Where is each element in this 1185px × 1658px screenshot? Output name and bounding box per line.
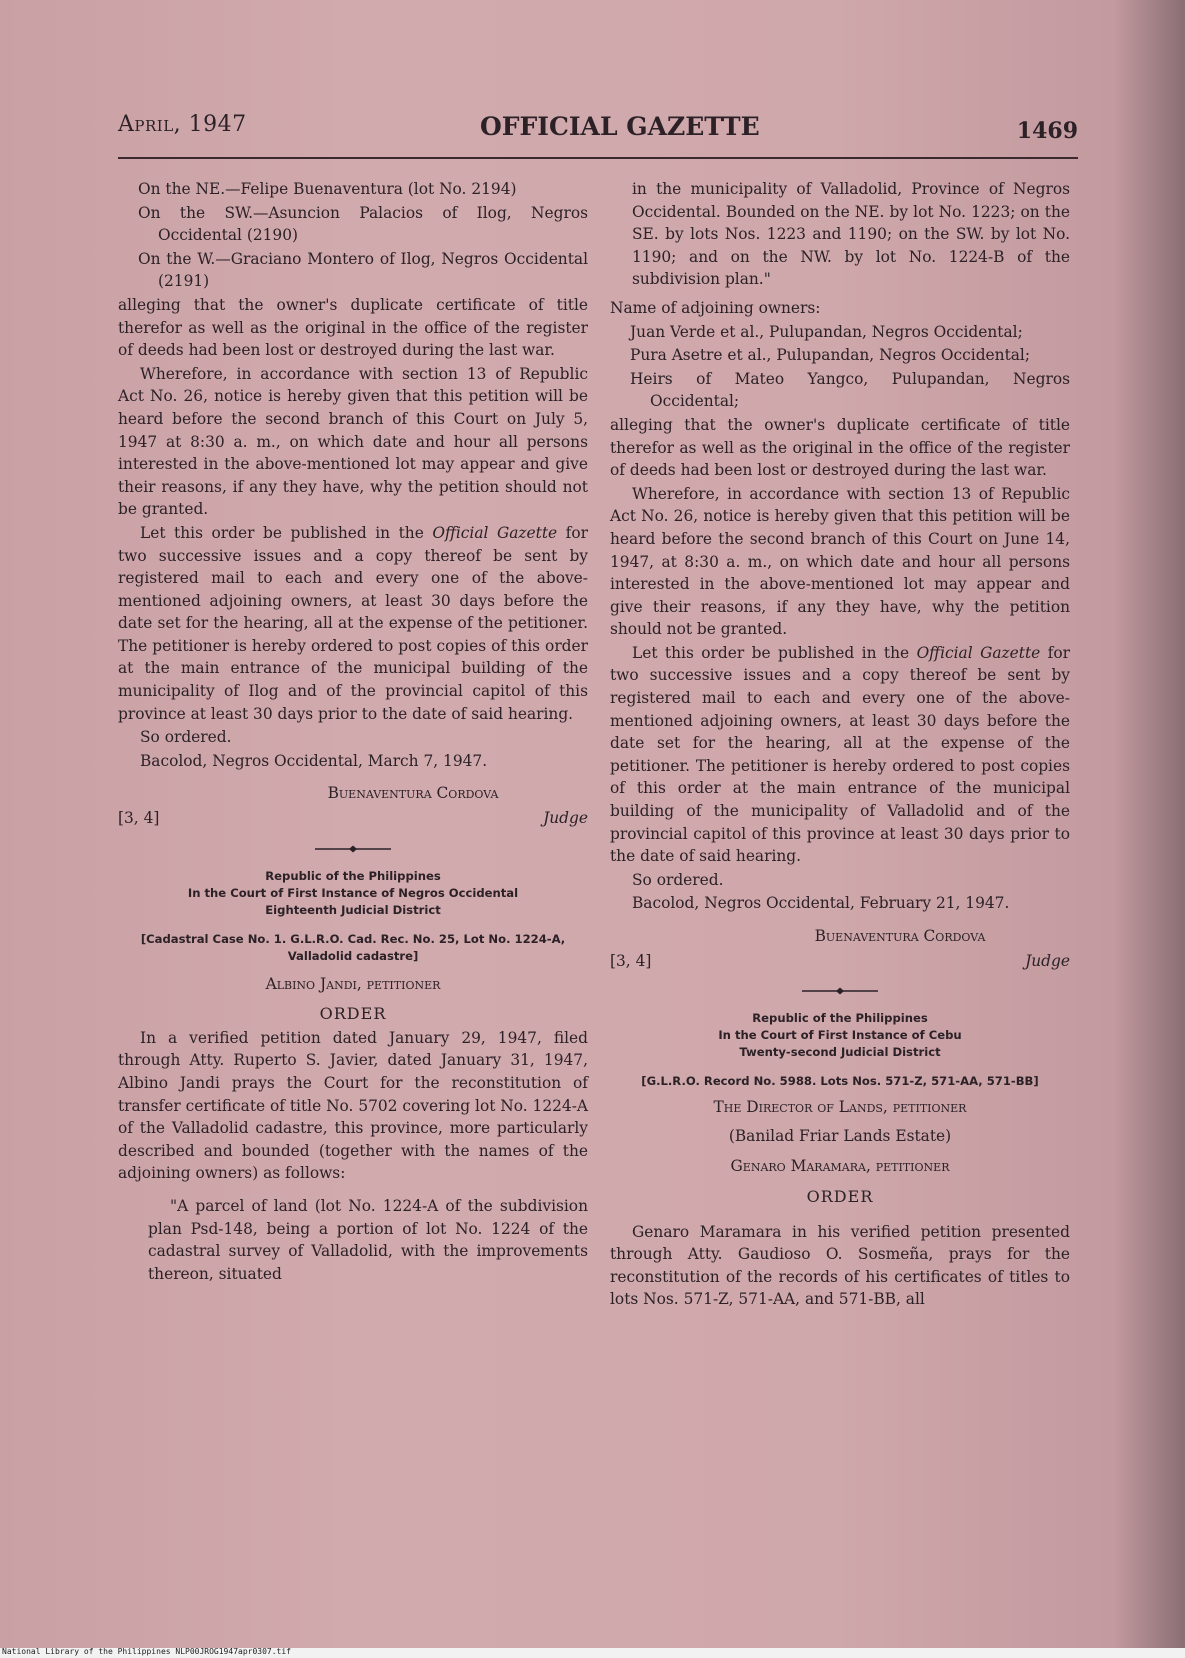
publish-text-a: Let this order be published in the	[140, 523, 433, 542]
signatory: Buenaventura Cordova	[327, 784, 499, 803]
section-divider-icon	[315, 844, 391, 854]
owner-item: Pura Asetre et al., Pulupandan, Negros Occidental;	[630, 346, 1031, 365]
header-title: OFFICIAL GAZETTE	[480, 112, 760, 141]
court-line-1: Republic of the Philippines	[265, 868, 441, 883]
scan-footer: National Library of the Philippines NLP00JROG1947apr0307.tif	[2, 1647, 291, 1656]
place-date: Bacolod, Negros Occidental, March 7, 1947.	[140, 751, 488, 770]
right-column	[610, 178, 1070, 1312]
order-title: ORDER	[319, 1004, 387, 1024]
paragraph-alleging: alleging that the owner's duplicate certificate of title therefor as well as the original in the office of the register of deeds had been lost or destroyed during the last war.	[118, 295, 588, 360]
paragraph-wherefore: Wherefore, in accordance with section 13 of Republic Act No. 26, notice is hereby given that this petition will be heard before the second branch of this Court on July 5, 1947 at 8:30 a. m., on which date and hour all persons interested in the above-mentioned lot may appear and give their reasons, if any they have, why the petition should not be granted.	[118, 364, 588, 519]
header-date: April, 1947	[118, 112, 247, 137]
petitioner-director: The Director of Lands, petitioner	[713, 1098, 967, 1117]
judge-title: Judge	[543, 809, 588, 828]
boundary-sw: On the SW.—Asuncion Palacios of Ilog, Negros Occidental (2190)	[138, 203, 588, 245]
header-rule	[118, 157, 1078, 159]
estate-name: (Banilad Friar Lands Estate)	[728, 1126, 952, 1145]
paragraph-publish	[610, 642, 1070, 868]
court-line-3: Twenty-second Judicial District	[739, 1045, 941, 1060]
issue-ref: [3, 4]	[610, 951, 652, 970]
paragraph-genaro-petition: Genaro Maramara in his verified petition presented through Atty. Gaudioso O. Sosmeña, prays for the reconstitution of the records of his certificates of titles to lots Nos. 571-Z, 571-AA, and 571-BB, all	[610, 1222, 1070, 1309]
so-ordered: So ordered.	[140, 728, 232, 747]
paragraph-verified-petition: In a verified petition dated January 29, 1947, filed through Atty. Ruperto S. Javier, dated January 31, 1947, Albino Jandi prays the Court for the reconstitution of transfer certificate of title No. 5702 covering lot No. 1224-A of the Valladolid cadastre, this province, more particularly described and bounded (together with the names of the adjoining owners) as follows:	[118, 1028, 589, 1183]
boundary-ne: On the NE.—Felipe Buenaventura (lot No. 2194)	[138, 180, 517, 198]
so-ordered: So ordered.	[632, 870, 724, 889]
signatory: Buenaventura Cordova	[814, 927, 986, 945]
owners-heading: Name of adjoining owners:	[610, 298, 821, 317]
court-line-1: Republic of the Philippines	[752, 1011, 928, 1026]
owner-item: Juan Verde et al., Pulupandan, Negros Occidental;	[630, 322, 1023, 341]
left-column	[118, 178, 588, 1286]
paragraph-wherefore: Wherefore, in accordance with section 13 of Republic Act No. 26, notice is hereby given that this petition will be heard before the second branch of this Court on June 14, 1947, at 8:30 a. m., on which date and hour all persons interested in the above-mentioned lot may appear and give their reasons, if any they have, why the petition should not be granted.	[610, 484, 1070, 639]
publish-gazette-italic: Official Gazette	[916, 643, 1041, 662]
case-reference: [Cadastral Case No. 1. G.L.R.O. Cad. Rec. No. 25, Lot No. 1224-A, Valladolid cadastre]	[140, 931, 566, 963]
court-line-3: Eighteenth Judicial District	[265, 902, 441, 917]
signature-line	[118, 807, 588, 830]
case-reference: [G.L.R.O. Record No. 5988. Lots Nos. 571-Z, 571-AA, 571-BB]	[641, 1074, 1039, 1089]
court-line-2: In the Court of First Instance of Negros Occidental	[187, 885, 519, 900]
section-divider-icon	[802, 986, 878, 996]
petitioner-genaro: Genaro Maramara, petitioner	[730, 1157, 950, 1176]
issue-ref: [3, 4]	[118, 809, 160, 828]
paragraph-publish	[118, 522, 588, 725]
judge-title: Judge	[1025, 951, 1070, 970]
publish-text-a: Let this order be published in the	[632, 643, 917, 662]
publish-gazette-italic: Official Gazette	[432, 523, 558, 542]
court-line-2: In the Court of First Instance of Cebu	[718, 1028, 962, 1043]
boundary-w: On the W.—Graciano Montero of Ilog, Negros Occidental (2191)	[138, 249, 588, 291]
order-title: ORDER	[806, 1186, 874, 1206]
paragraph-alleging: alleging that the owner's duplicate certificate of title therefor as well as the original in the office of the register of deeds had been lost or destroyed during the last war.	[610, 415, 1070, 480]
publish-text-b: for two successive issues and a copy thereof be sent by registered mail to each and every one of the above-mentioned adjoining owners, at least 30 days before the date set for the hearing, all at the expense of the petitioner. The petitioner is hereby ordered to post copies of this order at the main entrance of the municipal building of the municipality of Ilog and of the provincial capitol of this province at least 30 days prior to the date of said hearing.	[118, 523, 588, 723]
land-description-quote-cont: in the municipality of Valladolid, Province of Negros Occidental. Bounded on the NE. by lot No. 1223; on the SE. by lots Nos. 1223 and 1190; on the SW. by lot No. 1190; and on the NW. by lot No. 1224-B of the subdivision plan."	[632, 180, 1070, 289]
owner-item: Heirs of Mateo Yangco, Pulupandan, Negros Occidental;	[630, 369, 1070, 411]
petitioner: Albino Jandi, petitioner	[265, 974, 441, 993]
page-header	[118, 112, 1078, 152]
place-date: Bacolod, Negros Occidental, February 21, 1947.	[632, 894, 1010, 913]
publish-text-b: for two successive issues and a copy thereof be sent by registered mail to each and every one of the above-mentioned adjoining owners, at least 30 days before the date set for the hearing, all at the expense of the petitioner. The petitioner is hereby ordered to post copies of this order at the main entrance of the municipal building of the municipality of Valladolid and of the provincial capitol of this province at least 30 days prior to the date of said hearing.	[610, 643, 1070, 866]
page-number: 1469	[1016, 118, 1078, 144]
signature-line	[610, 950, 1070, 973]
land-description-quote: "A parcel of land (lot No. 1224-A of the subdivision plan Psd-148, being a portion of lot No. 1224 of the cadastral survey of Valladolid, with the improvements thereon, situated	[148, 1196, 588, 1283]
